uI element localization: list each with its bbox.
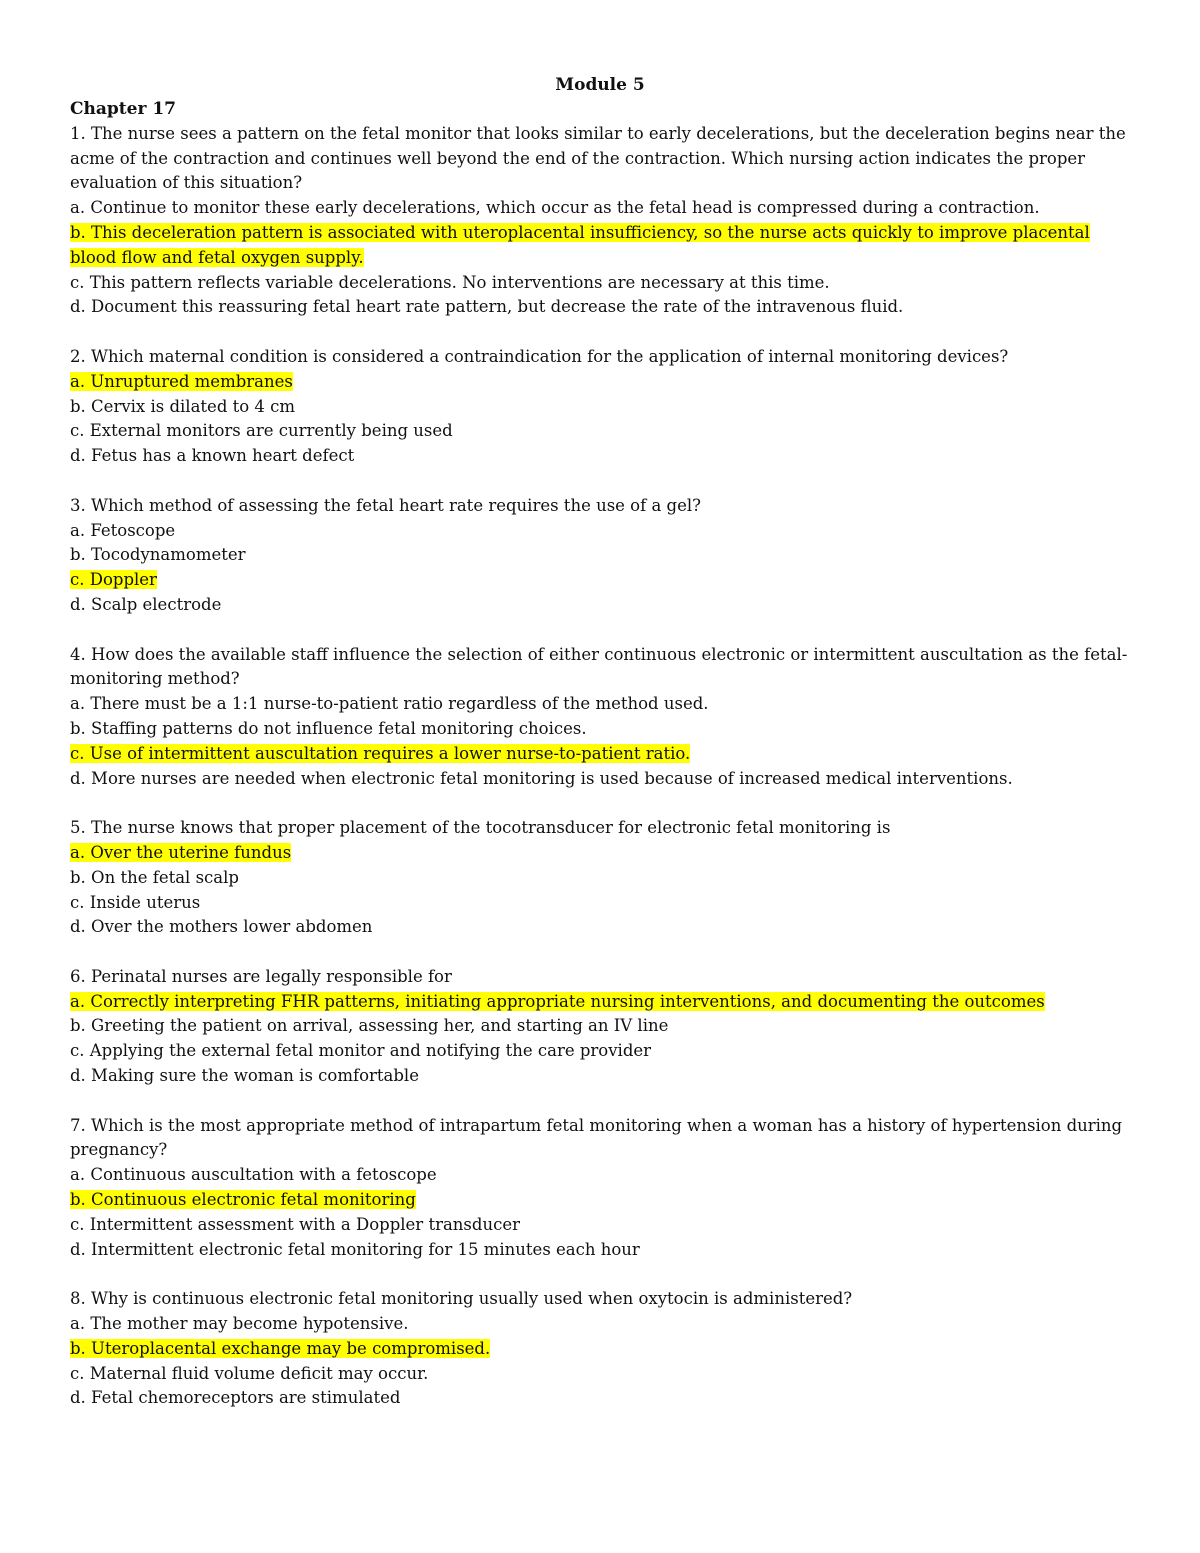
question-block	[70, 1287, 1132, 1411]
question-text: 2. Which maternal condition is considered a contraindication for the application of internal monitoring devices?	[70, 346, 1009, 366]
question-text: 8. Why is continuous electronic fetal monitoring usually used when oxytocin is administered?	[70, 1289, 853, 1309]
answer-option-text: a. Unruptured membranes	[70, 371, 293, 391]
answer-option	[70, 1213, 1132, 1238]
answer-option-correct	[70, 742, 1132, 767]
answer-option-text: b. Greeting the patient on arrival, assessing her, and starting an IV line	[70, 1016, 669, 1036]
answer-option-text: d. Document this reassuring fetal heart rate pattern, but decrease the rate of the intravenous fluid.	[70, 297, 904, 317]
question-text: 6. Perinatal nurses are legally responsible for	[70, 966, 452, 986]
answer-option-text: c. Doppler	[70, 570, 157, 590]
answer-option	[70, 395, 1132, 420]
answer-option-correct	[70, 841, 1132, 866]
answer-option-correct	[70, 1188, 1132, 1213]
answer-option	[70, 692, 1132, 717]
answer-option-text: d. Over the mothers lower abdomen	[70, 917, 373, 937]
answer-option-text: d. Fetal chemoreceptors are stimulated	[70, 1388, 401, 1408]
answer-option-text: d. More nurses are needed when electronic fetal monitoring is used because of increased medical interventions.	[70, 768, 1013, 788]
answer-option	[70, 295, 1132, 320]
answer-option	[70, 419, 1132, 444]
chapter-title: Chapter 17	[70, 99, 176, 119]
answer-option-text: b. On the fetal scalp	[70, 867, 239, 887]
answer-option-text: b. Uteroplacental exchange may be compromised.	[70, 1338, 491, 1358]
question-text: 7. Which is the most appropriate method of intrapartum fetal monitoring when a woman has a history of hypertension during pregnancy?	[70, 1115, 1123, 1160]
answer-option-text: c. Maternal fluid volume deficit may occur.	[70, 1363, 429, 1383]
answer-option	[70, 717, 1132, 742]
answer-option-correct	[70, 221, 1132, 271]
answer-option	[70, 891, 1132, 916]
answer-option	[70, 767, 1132, 792]
answer-option-text: d. Intermittent electronic fetal monitoring for 15 minutes each hour	[70, 1239, 640, 1259]
answer-option-text: c. External monitors are currently being used	[70, 421, 453, 441]
answer-option-text: c. This pattern reflects variable decelerations. No interventions are necessary at this time.	[70, 272, 830, 292]
module-title: Module 5	[555, 75, 645, 95]
answer-option	[70, 593, 1132, 618]
answer-option	[70, 1362, 1132, 1387]
answer-option-text: a. Fetoscope	[70, 520, 176, 540]
answer-option-correct	[70, 370, 1132, 395]
question-text: 1. The nurse sees a pattern on the fetal monitor that looks similar to early decelerations, but the deceleration begins near the acme of the contraction and continues well beyond the end of the contraction. Which nursing action indicates the proper evaluation of this situation?	[70, 123, 1126, 193]
question-text: 4. How does the available staff influence the selection of either continuous electronic or intermittent auscultation as the fetal-monitoring method?	[70, 644, 1128, 689]
question-block	[70, 494, 1132, 618]
question-block	[70, 122, 1132, 320]
answer-option	[70, 1014, 1132, 1039]
answer-option-text: b. Continuous electronic fetal monitoring	[70, 1190, 416, 1210]
answer-option	[70, 1238, 1132, 1263]
answer-option	[70, 1064, 1132, 1089]
answer-option	[70, 915, 1132, 940]
question-text: 3. Which method of assessing the fetal heart rate requires the use of a gel?	[70, 495, 701, 515]
question-list	[70, 122, 1132, 1411]
answer-option-text: d. Scalp electrode	[70, 594, 222, 614]
question-block	[70, 816, 1132, 940]
document-content	[70, 97, 1132, 1436]
answer-option-correct	[70, 568, 1132, 593]
answer-option	[70, 1163, 1132, 1188]
answer-option-text: a. The mother may become hypotensive.	[70, 1314, 409, 1334]
answer-option	[70, 1386, 1132, 1411]
question-block	[70, 1114, 1132, 1263]
answer-option-correct	[70, 1337, 1132, 1362]
answer-option-text: b. Cervix is dilated to 4 cm	[70, 396, 296, 416]
answer-option	[70, 271, 1132, 296]
answer-option-text: c. Applying the external fetal monitor and notifying the care provider	[70, 1041, 652, 1061]
question-text: 5. The nurse knows that proper placement of the tocotransducer for electronic fetal monitoring is	[70, 818, 891, 838]
answer-option	[70, 1312, 1132, 1337]
answer-option-text: c. Inside uterus	[70, 892, 201, 912]
answer-option-text: d. Making sure the woman is comfortable	[70, 1066, 419, 1086]
answer-option-text: b. This deceleration pattern is associated with uteroplacental insufficiency, so the nurse acts quickly to improve placental blood flow and fetal oxygen supply.	[70, 222, 1090, 267]
question-block	[70, 345, 1132, 469]
question-block	[70, 965, 1132, 1089]
answer-option	[70, 196, 1132, 221]
answer-option-correct	[70, 990, 1132, 1015]
answer-option	[70, 444, 1132, 469]
answer-option-text: d. Fetus has a known heart defect	[70, 446, 355, 466]
answer-option-text: a. Over the uterine fundus	[70, 842, 292, 862]
answer-option-text: b. Staffing patterns do not influence fetal monitoring choices.	[70, 718, 587, 738]
answer-option-text: a. Continuous auscultation with a fetoscope	[70, 1165, 437, 1185]
answer-option-text: a. Correctly interpreting FHR patterns, initiating appropriate nursing interventions, and documenting the outcomes	[70, 991, 1045, 1011]
question-block	[70, 643, 1132, 792]
answer-option-text: a. There must be a 1:1 nurse-to-patient ratio regardless of the method used.	[70, 694, 709, 714]
answer-option-text: a. Continue to monitor these early decelerations, which occur as the fetal head is compressed during a contraction.	[70, 198, 1040, 218]
answer-option-text: b. Tocodynamometer	[70, 545, 246, 565]
answer-option	[70, 1039, 1132, 1064]
answer-option-text: c. Intermittent assessment with a Doppler transducer	[70, 1214, 520, 1234]
answer-option	[70, 543, 1132, 568]
answer-option	[70, 519, 1132, 544]
answer-option-text: c. Use of intermittent auscultation requires a lower nurse-to-patient ratio.	[70, 743, 691, 763]
answer-option	[70, 866, 1132, 891]
